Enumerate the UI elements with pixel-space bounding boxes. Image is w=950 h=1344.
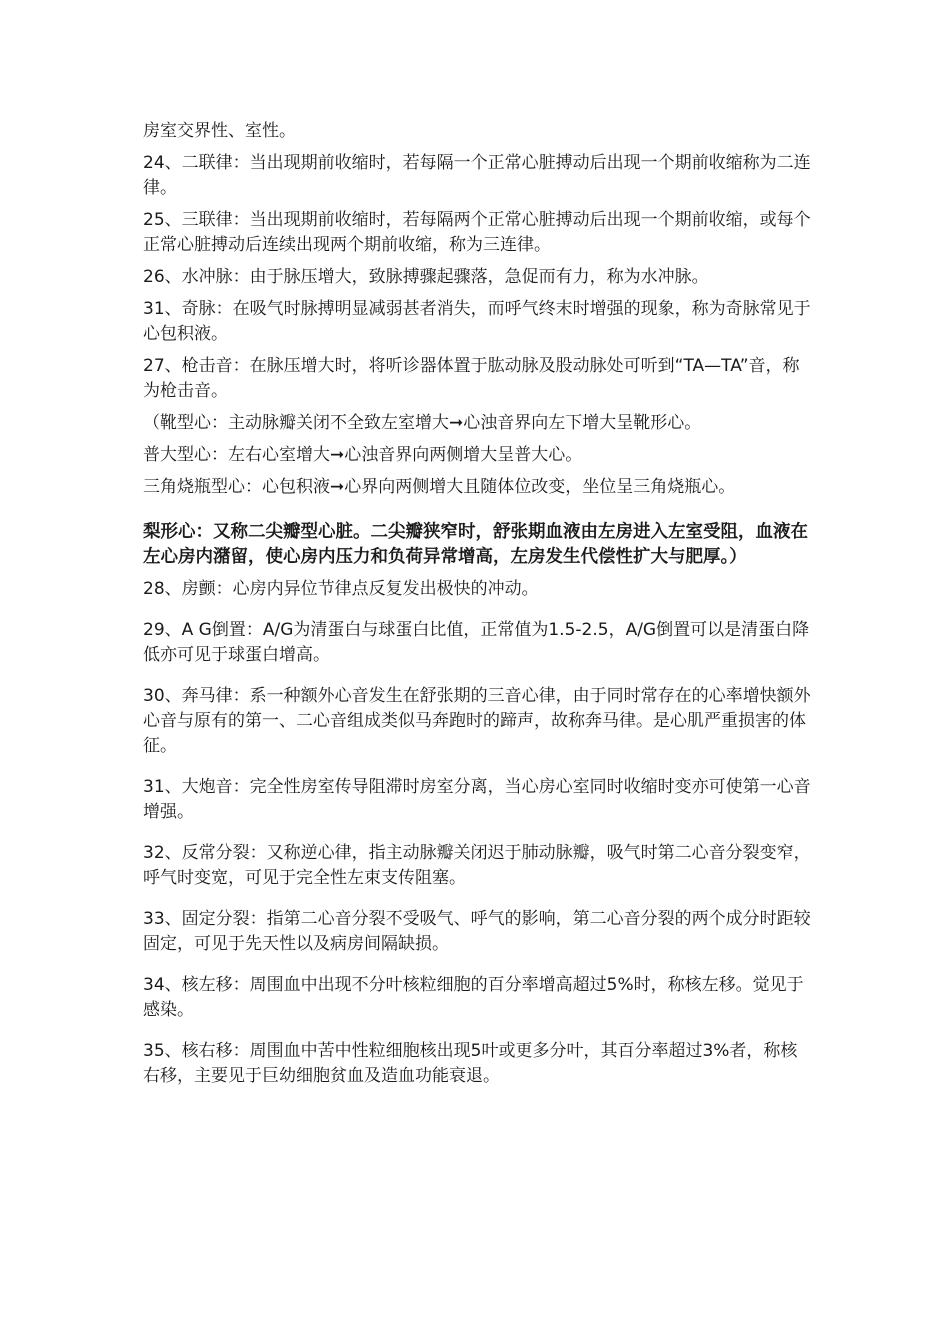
paragraph-right-shift: 35、核右移：周围血中苦中性粒细胞核出现5叶或更多分叶，其百分率超过3%者，称核右移，主要见于巨幼细胞贫血及造血功能衰退。 xyxy=(143,1041,798,1086)
paragraph-cannon-sound: 31、大炮音：完全性房室传导阻滞时房室分离，当心房心室同时收缩时变亦可使第一心音增强。 xyxy=(143,777,811,822)
paragraph-bigeminy: 24、二联律：当出现期前收缩时，若每隔一个正常心脏搏动后出现一个期前收缩称为二连律。 xyxy=(143,153,811,198)
paragraph-gallop-rhythm: 30、奔马律：系一种额外心音发生在舒张期的三音心律，由于同时常存在的心率增快额外心音与原有的第一、二心音组成类似马奔跑时的蹄声，故称奔马律。是心肌严重损害的体征。 xyxy=(143,686,811,756)
paragraph-av-junctional: 房室交界性、室性。 xyxy=(143,121,296,141)
paragraph-globular-heart: 普大型心：左右心室增大➞心浊音界向两侧增大呈普大心。 xyxy=(143,445,583,465)
paragraph-pear-shaped-heart: 梨形心：又称二尖瓣型心脏。二尖瓣狭窄时，舒张期血液由左房进入左室受阻，血液在左心房内潴留，使心房内压力和负荷异常增高，左房发生代偿性扩大与肥厚。） xyxy=(143,522,808,567)
paragraph-pistol-shot-sound: 27、枪击音：在脉压增大时，将听诊器体置于肱动脉及股动脉处可听到“TA—TA”音，称为枪击音。 xyxy=(143,356,800,401)
paragraph-paradoxical-splitting: 32、反常分裂：又称逆心律，指主动脉瓣关闭迟于肺动脉瓣，吸气时第二心音分裂变窄，呼气时变宽，可见于完全性左束支传阻塞。 xyxy=(143,843,811,888)
paragraph-left-shift: 34、核左移：周围血中出现不分叶核粒细胞的百分率增高超过5%时，称核左移。觉见于感染。 xyxy=(143,975,804,1020)
document-page xyxy=(143,119,811,1089)
paragraph-atrial-fibrillation: 28、房颤：心房内异位节律点反复发出极快的冲动。 xyxy=(143,579,539,599)
paragraph-fixed-splitting: 33、固定分裂：指第二心音分裂不受吸气、呼气的影响，第二心音分裂的两个成分时距较固定，可见于先天性以及病房间隔缺损。 xyxy=(143,909,811,954)
paragraph-trigeminy: 25、三联律：当出现期前收缩时，若每隔两个正常心脏搏动后出现一个期前收缩，或每个正常心脏搏动后连续出现两个期前收缩，称为三连律。 xyxy=(143,210,811,255)
paragraph-water-hammer-pulse: 26、水冲脉：由于脉压增大，致脉搏骤起骤落，急促而有力，称为水冲脉。 xyxy=(143,267,709,287)
paragraph-paradoxical-pulse: 31、奇脉：在吸气时脉搏明显减弱甚者消失，而呼气终末时增强的现象，称为奇脉常见于心包积液。 xyxy=(143,299,811,344)
paragraph-flask-shaped-heart: 三角烧瓶型心：心包积液➞心界向两侧增大且随体位改变，坐位呈三角烧瓶心。 xyxy=(143,477,736,497)
paragraph-ag-inversion: 29、A G倒置：A/G为清蛋白与球蛋白比值，正常值为1.5-2.5，A/G倒置可以是清蛋白降低亦可见于球蛋白增高。 xyxy=(143,620,810,665)
paragraph-boot-shaped-heart: （靴型心：主动脉瓣关闭不全致左室增大➞心浊音界向左下增大呈靴形心。 xyxy=(143,413,702,433)
